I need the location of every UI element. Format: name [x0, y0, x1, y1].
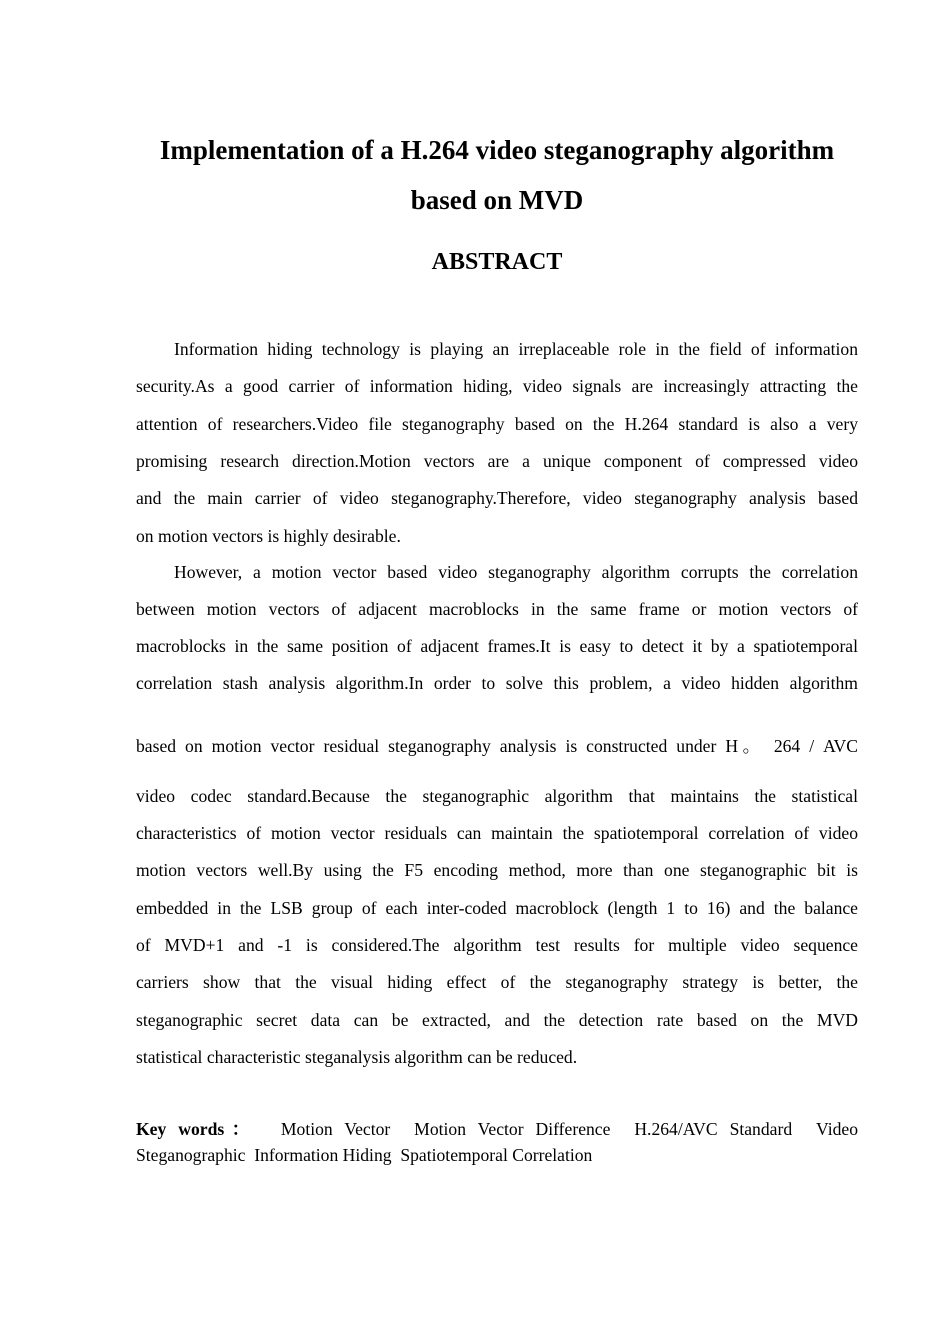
text-line: based on motion vector residual steganography analysis is constructed under H。 264 / AVC [136, 736, 858, 756]
text-line: attention of researchers.Video file steganography based on the H.264 standard is also a very [136, 414, 858, 434]
text-line: However, a motion vector based video steganography algorithm corrupts the correlation [174, 562, 858, 582]
text-line: and the main carrier of video steganography.Therefore, video steganography analysis based [136, 488, 858, 508]
text-line: on motion vectors is highly desirable. [136, 526, 401, 546]
text-line: statistical characteristic steganalysis algorithm can be reduced. [136, 1047, 578, 1067]
text-line: between motion vectors of adjacent macroblocks in the same frame or motion vectors of [136, 599, 858, 619]
keywords-label: Key words： [136, 1119, 257, 1139]
text-line: video codec standard.Because the steganographic algorithm that maintains the statistical [136, 786, 858, 806]
text-line: of MVD+1 and -1 is considered.The algorithm test results for multiple video sequence [136, 935, 858, 955]
text-line: carriers show that the visual hiding effect of the steganography strategy is better, the [136, 972, 858, 992]
text-line: motion vectors well.By using the F5 encoding method, more than one steganographic bit is [136, 860, 858, 880]
text-line: promising research direction.Motion vectors are a unique component of compressed video [136, 451, 858, 471]
paper-title-line-2: based on MVD [410, 185, 584, 215]
text-line: steganographic secret data can be extracted, and the detection rate based on the MVD [136, 1010, 858, 1030]
keywords [136, 1116, 858, 1168]
text-line: Information hiding technology is playing an irreplaceable role in the field of information [174, 339, 858, 359]
keywords-text: Motion Vector Motion Vector Difference H.264/AVC Standard Video Steganographic Information Hiding Spatiotemporal Correlation [136, 1119, 858, 1165]
abstract-heading: ABSTRACT [431, 249, 563, 275]
paper-title-line-1: Implementation of a H.264 video steganography algorithm [159, 135, 835, 165]
text-line: characteristics of motion vector residuals can maintain the spatiotemporal correlation of video [136, 823, 858, 843]
text-line: macroblocks in the same position of adjacent frames.It is easy to detect it by a spatiotemporal [136, 636, 858, 656]
text-line: correlation stash analysis algorithm.In order to solve this problem, a video hidden algorithm [136, 673, 858, 693]
text-line: embedded in the LSB group of each inter-coded macroblock (length 1 to 16) and the balance [136, 898, 858, 918]
text-line: security.As a good carrier of information hiding, video signals are increasingly attracting the [136, 376, 858, 396]
